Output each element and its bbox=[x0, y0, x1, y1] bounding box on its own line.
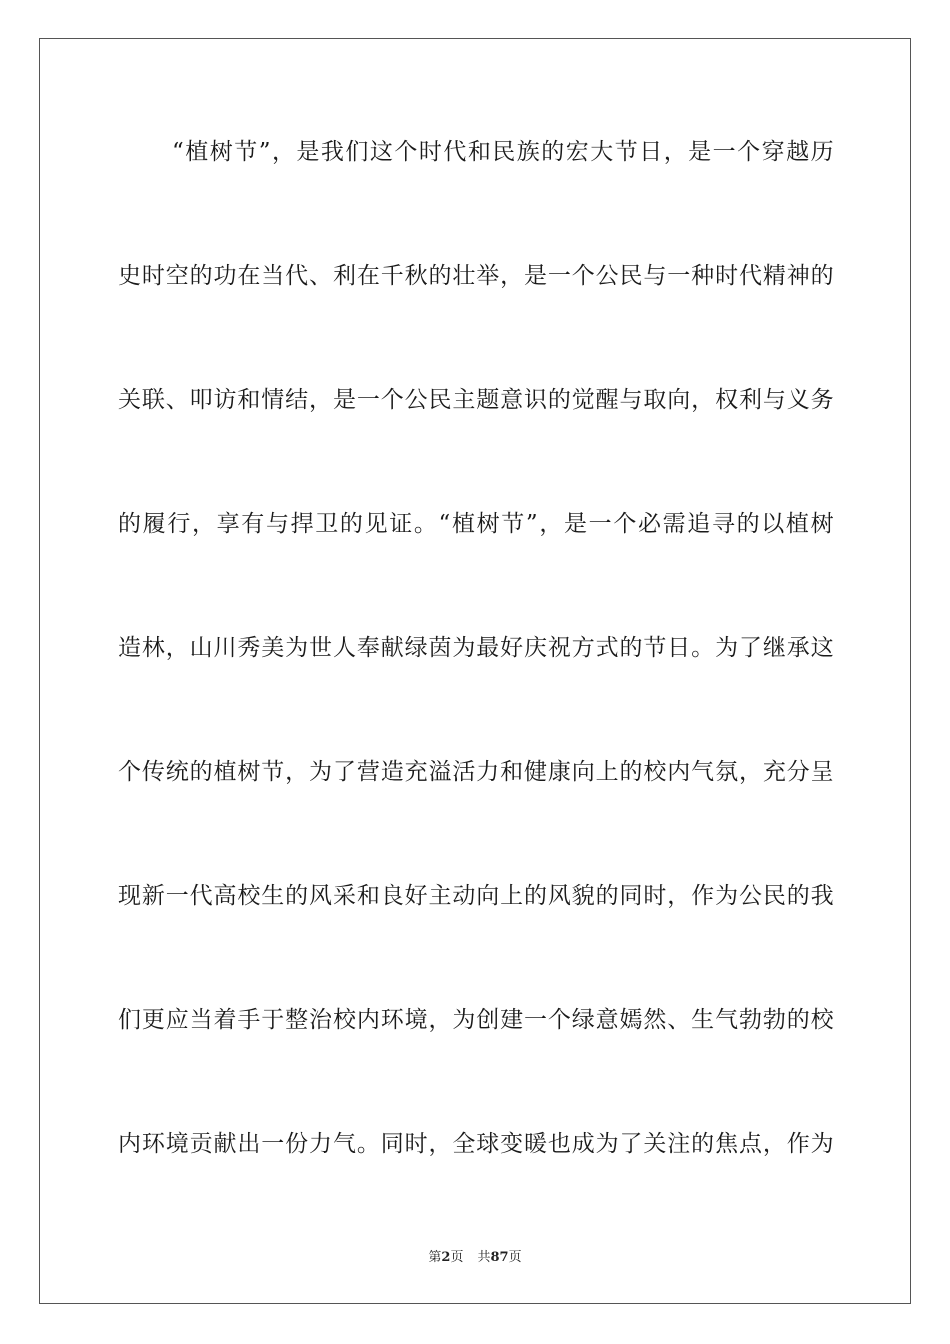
text-line: 内环境贡献出一份力气。同时，全球变暖也成为了关注的焦点，作为 bbox=[118, 1131, 834, 1157]
total-label-prefix: 共 bbox=[477, 1250, 491, 1265]
text-line: 的履行，享有与捍卫的见证。“植树节”，是一个必需追寻的以植树 bbox=[118, 511, 834, 537]
text-line: 关联、叩访和情结，是一个公民主题意识的觉醒与取向，权利与义务 bbox=[118, 387, 834, 413]
text-line: “植树节”，是我们这个时代和民族的宏大节日，是一个穿越历 bbox=[172, 139, 834, 165]
text-line: 史时空的功在当代、利在千秋的壮举，是一个公民与一种时代精神的 bbox=[118, 263, 834, 289]
total-pages: 87 bbox=[490, 1250, 509, 1265]
text-line: 个传统的植树节，为了营造充溢活力和健康向上的校内气氛，充分呈 bbox=[118, 759, 834, 785]
body-paragraph bbox=[118, 128, 834, 1244]
text-line: 们更应当着手于整治校内环境，为创建一个绿意嫣然、生气勃勃的校 bbox=[118, 1007, 834, 1033]
page-number: 2 bbox=[441, 1250, 451, 1265]
total-label-suffix: 页 bbox=[508, 1250, 522, 1265]
page-footer bbox=[0, 1246, 950, 1265]
page-label-prefix: 第 bbox=[428, 1250, 442, 1265]
text-line: 现新一代高校生的风采和良好主动向上的风貌的同时，作为公民的我 bbox=[118, 883, 834, 909]
page-label-suffix: 页 bbox=[450, 1250, 464, 1265]
text-line: 造林，山川秀美为世人奉献绿茵为最好庆祝方式的节日。为了继承这 bbox=[118, 635, 834, 661]
